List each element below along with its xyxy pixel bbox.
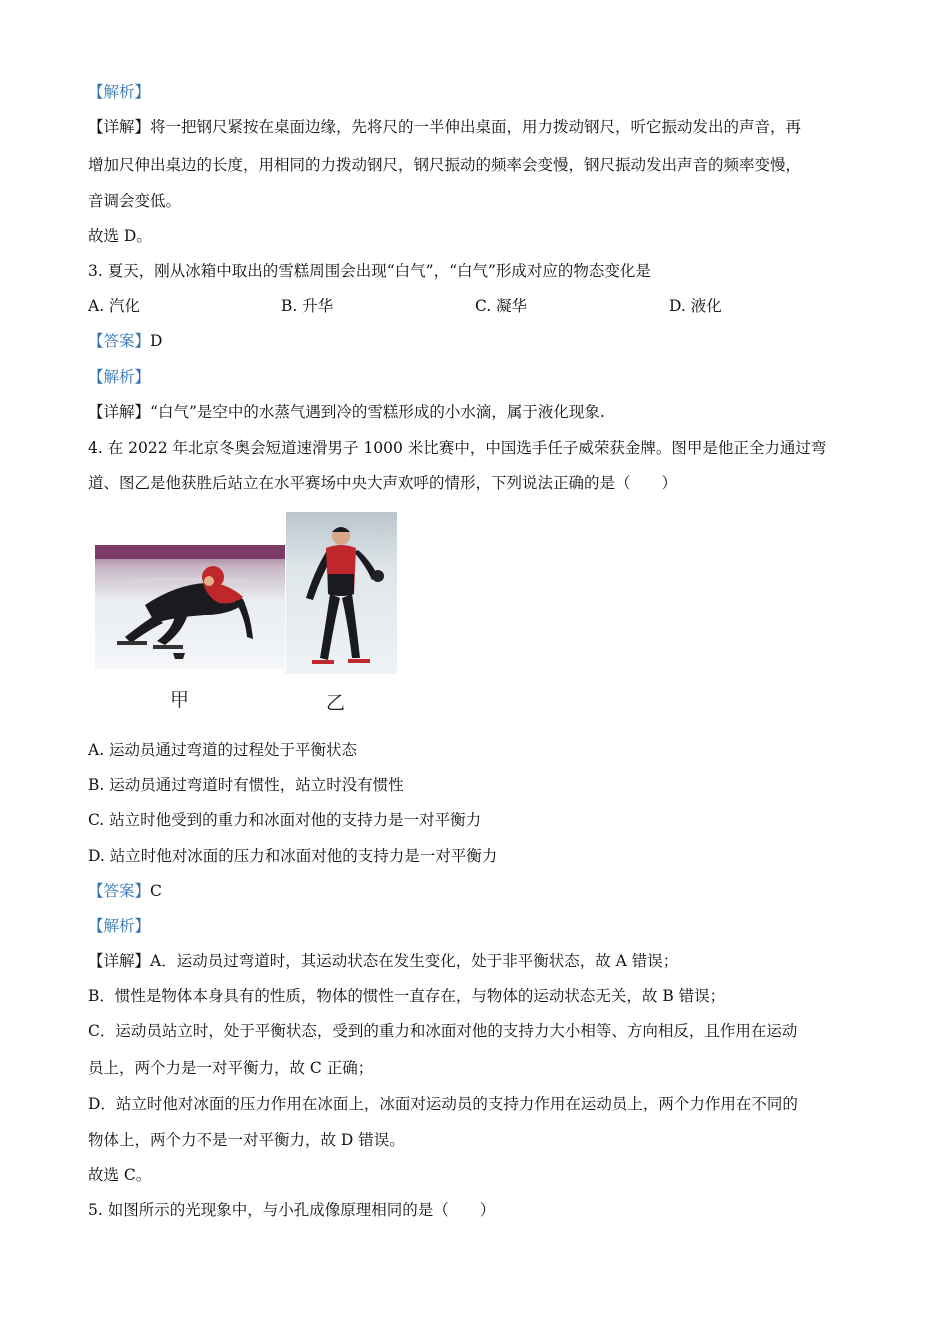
detail-tag: 【详解】 [88, 952, 151, 970]
photo-yi-illustration [286, 512, 397, 674]
detail-line [88, 117, 801, 137]
option-c: C. 凝华 [475, 297, 528, 315]
option-c: C. 站立时他受到的重力和冰面对他的支持力是一对平衡力 [88, 811, 482, 829]
conclusion: 故选 D。 [88, 227, 152, 245]
analysis-tag: 【解析】 [88, 83, 151, 101]
option-d: D. 站立时他对冰面的压力和冰面对他的支持力是一对平衡力 [88, 847, 498, 865]
question-4-line-1: 4. 在 2022 年北京冬奥会短道速滑男子 1000 米比赛中，中国选手任子威荣获金牌。图甲是他正全力通过弯 [88, 439, 827, 457]
detail-text: “白气”是空中的水蒸气遇到冷的雪糕形成的小水滴，属于液化现象. [150, 403, 605, 421]
detail-line: 物体上，两个力不是一对平衡力，故 D 错误。 [88, 1131, 405, 1149]
detail-text: 将一把钢尺紧按在桌面边缘，先将尺的一半伸出桌面，用力拨动钢尺，听它振动发出的声音，再 [150, 118, 802, 136]
option-b: B. 升华 [281, 297, 334, 315]
photo-jia-illustration [95, 545, 285, 669]
answer-value: C [150, 882, 162, 900]
answer-line [88, 881, 162, 901]
option-b: B. 运动员通过弯道时有惯性，站立时没有惯性 [88, 776, 404, 794]
caption-jia: 甲 [170, 689, 190, 711]
detail-line [88, 402, 605, 422]
detail-line: 音调会变低。 [88, 192, 182, 210]
detail-line [88, 951, 678, 971]
detail-tag: 【详解】 [88, 118, 151, 136]
question-4-line-2: 道、图乙是他获胜后站立在水平赛场中央大声欢呼的情形，下列说法正确的是（ ） [88, 474, 678, 492]
question-3: 3. 夏天，刚从冰箱中取出的雪糕周围会出现“白气”，“白气”形成对应的物态变化是 [88, 262, 651, 280]
option-a: A. 运动员通过弯道的过程处于平衡状态 [88, 741, 358, 759]
detail-line: D．站立时他对冰面的压力作用在冰面上，冰面对运动员的支持力作用在运动员上，两个力作用在不同的 [88, 1095, 798, 1113]
answer-line [88, 331, 162, 351]
detail-line: B．惯性是物体本身具有的性质，物体的惯性一直存在，与物体的运动状态无关，故 B 错误； [88, 987, 726, 1005]
photo-jia [95, 545, 285, 669]
caption-yi: 乙 [326, 692, 346, 714]
answer-tag: 【答案】 [88, 332, 151, 350]
answer-value: D [150, 332, 163, 350]
analysis-tag: 【解析】 [88, 917, 151, 935]
detail-line: 员上，两个力是一对平衡力，故 C 正确； [88, 1059, 374, 1077]
photo-yi [286, 512, 397, 674]
analysis-tag: 【解析】 [88, 368, 151, 386]
answer-tag: 【答案】 [88, 882, 151, 900]
detail-line: C．运动员站立时，处于平衡状态，受到的重力和冰面对他的支持力大小相等、方向相反，且作用在运动 [88, 1022, 798, 1040]
detail-line: 增加尺伸出桌边的长度，用相同的力拨动钢尺，钢尺振动的频率会变慢，钢尺振动发出声音的频率变慢， [88, 156, 802, 174]
conclusion: 故选 C。 [88, 1166, 152, 1184]
question-5: 5. 如图所示的光现象中，与小孔成像原理相同的是（ ） [88, 1201, 496, 1219]
detail-text: A．运动员过弯道时，其运动状态在发生变化，处于非平衡状态，故 A 错误； [150, 952, 679, 970]
option-a: A. 汽化 [88, 297, 141, 315]
option-d: D. 液化 [669, 297, 722, 315]
detail-tag: 【详解】 [88, 403, 151, 421]
